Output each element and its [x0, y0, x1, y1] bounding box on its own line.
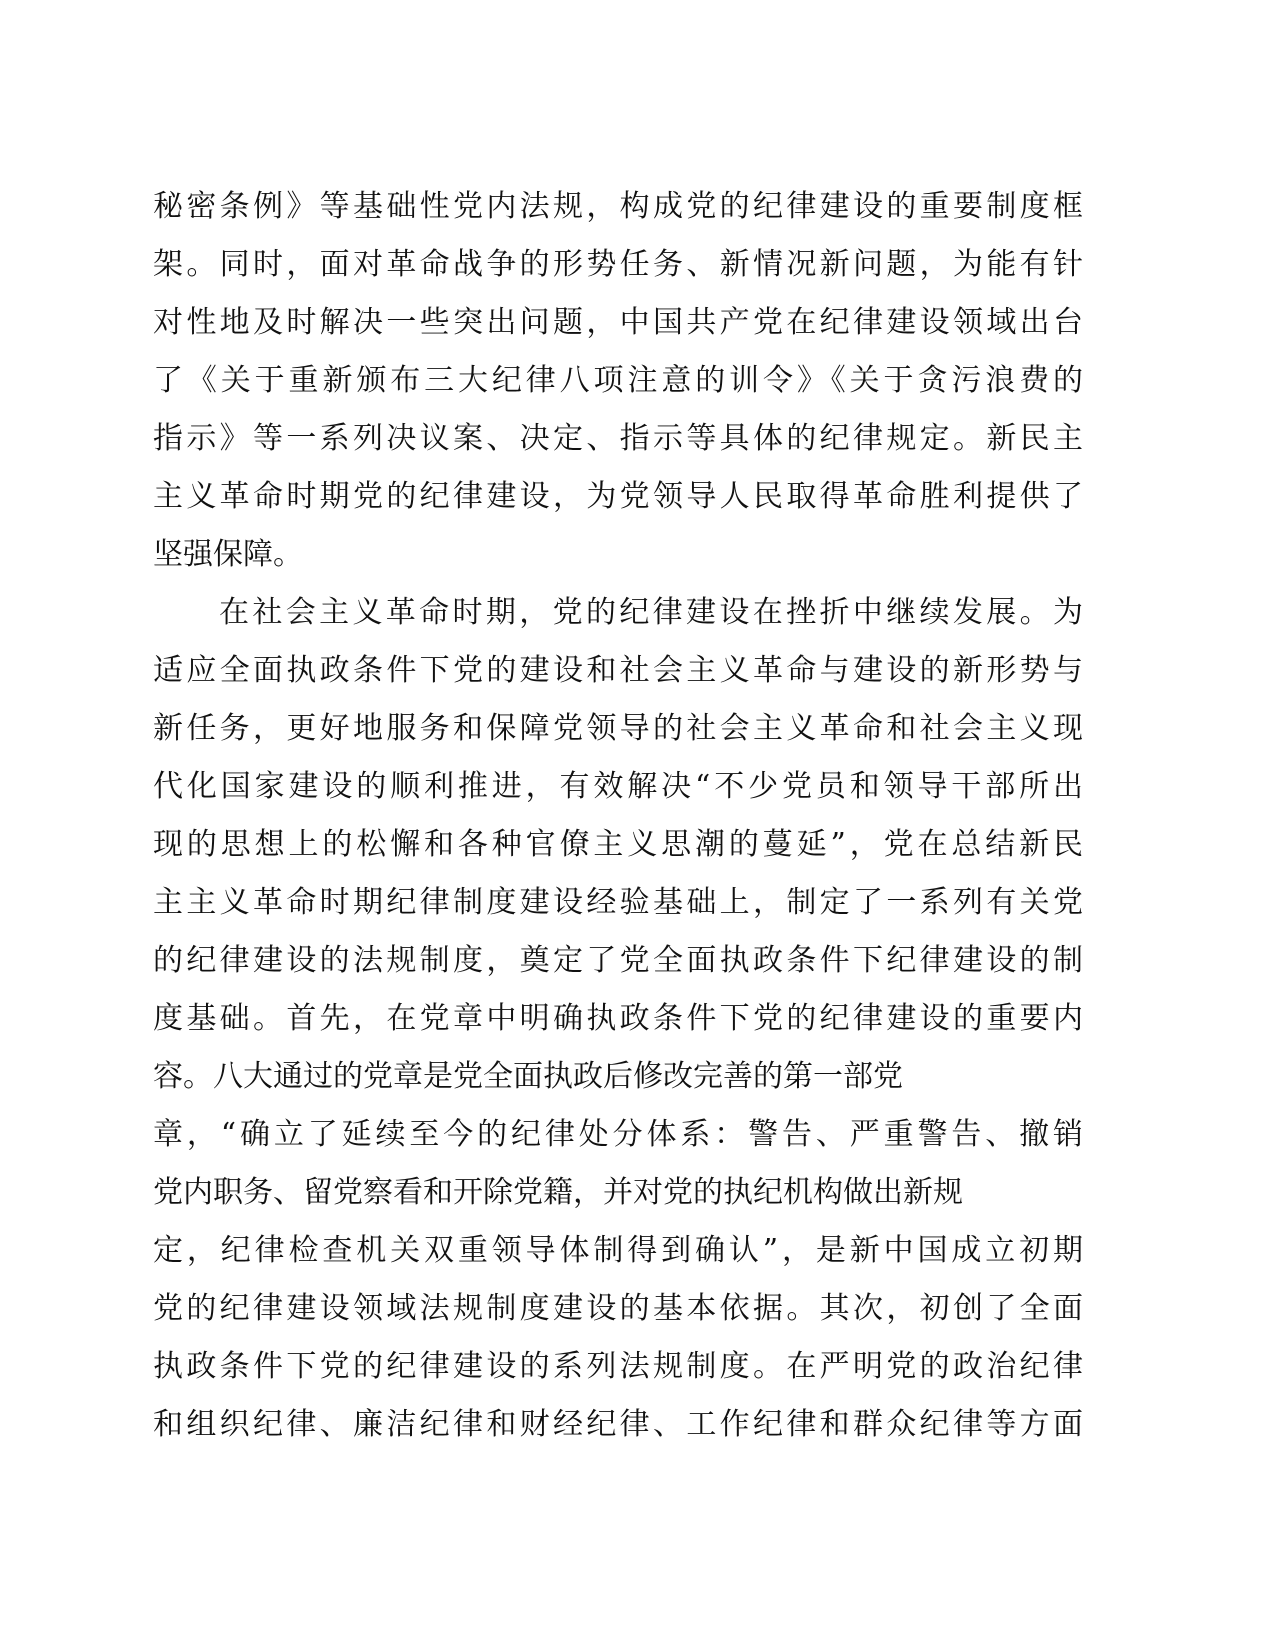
text-line: 度基础。首先，在党章中明确执政条件下党的纪律建设的重要内 [153, 1001, 1083, 1036]
text-line: 党内职务、留党察看和开除党籍，并对党的执纪机构做出新规 [153, 1175, 963, 1210]
text-line: 和组织纪律、廉洁纪律和财经纪律、工作纪律和群众纪律等方面 [153, 1407, 1083, 1442]
text-line: 代化国家建设的顺利推进，有效解决“不少党员和领导干部所出 [153, 769, 1083, 804]
text-line: 章，“确立了延续至今的纪律处分体系：警告、严重警告、撤销 [153, 1117, 1083, 1152]
text-line: 执政条件下党的纪律建设的系列法规制度。在严明党的政治纪律 [153, 1349, 1083, 1384]
text-line: 容。八大通过的党章是党全面执政后修改完善的第一部党 [153, 1059, 903, 1094]
text-line: 秘密条例》等基础性党内法规，构成党的纪律建设的重要制度框 [153, 189, 1083, 224]
paragraph-first-line: 在社会主义革命时期，党的纪律建设在挫折中继续发展。为 [219, 595, 1083, 630]
text-line: 了《关于重新颁布三大纪律八项注意的训令》《关于贪污浪费的 [153, 363, 1083, 398]
text-line: 现的思想上的松懈和各种官僚主义思潮的蔓延”，党在总结新民 [153, 827, 1083, 862]
text-line: 适应全面执政条件下党的建设和社会主义革命与建设的新形势与 [153, 653, 1083, 688]
text-line: 主主义革命时期纪律制度建设经验基础上，制定了一系列有关党 [153, 885, 1083, 920]
text-line: 新任务，更好地服务和保障党领导的社会主义革命和社会主义现 [153, 711, 1083, 746]
text-line: 的纪律建设的法规制度，奠定了党全面执政条件下纪律建设的制 [153, 943, 1083, 978]
body-text [153, 178, 1083, 1454]
text-line: 对性地及时解决一些突出问题，中国共产党在纪律建设领域出台 [153, 305, 1083, 340]
text-line: 定，纪律检查机关双重领导体制得到确认”，是新中国成立初期 [153, 1233, 1083, 1268]
text-line: 架。同时，面对革命战争的形势任务、新情况新问题，为能有针 [153, 247, 1083, 282]
text-line: 主义革命时期党的纪律建设，为党领导人民取得革命胜利提供了 [153, 479, 1083, 514]
text-line: 指示》等一系列决议案、决定、指示等具体的纪律规定。新民主 [153, 421, 1083, 456]
text-line: 党的纪律建设领域法规制度建设的基本依据。其次，初创了全面 [153, 1291, 1083, 1326]
text-line: 坚强保障。 [153, 537, 303, 572]
